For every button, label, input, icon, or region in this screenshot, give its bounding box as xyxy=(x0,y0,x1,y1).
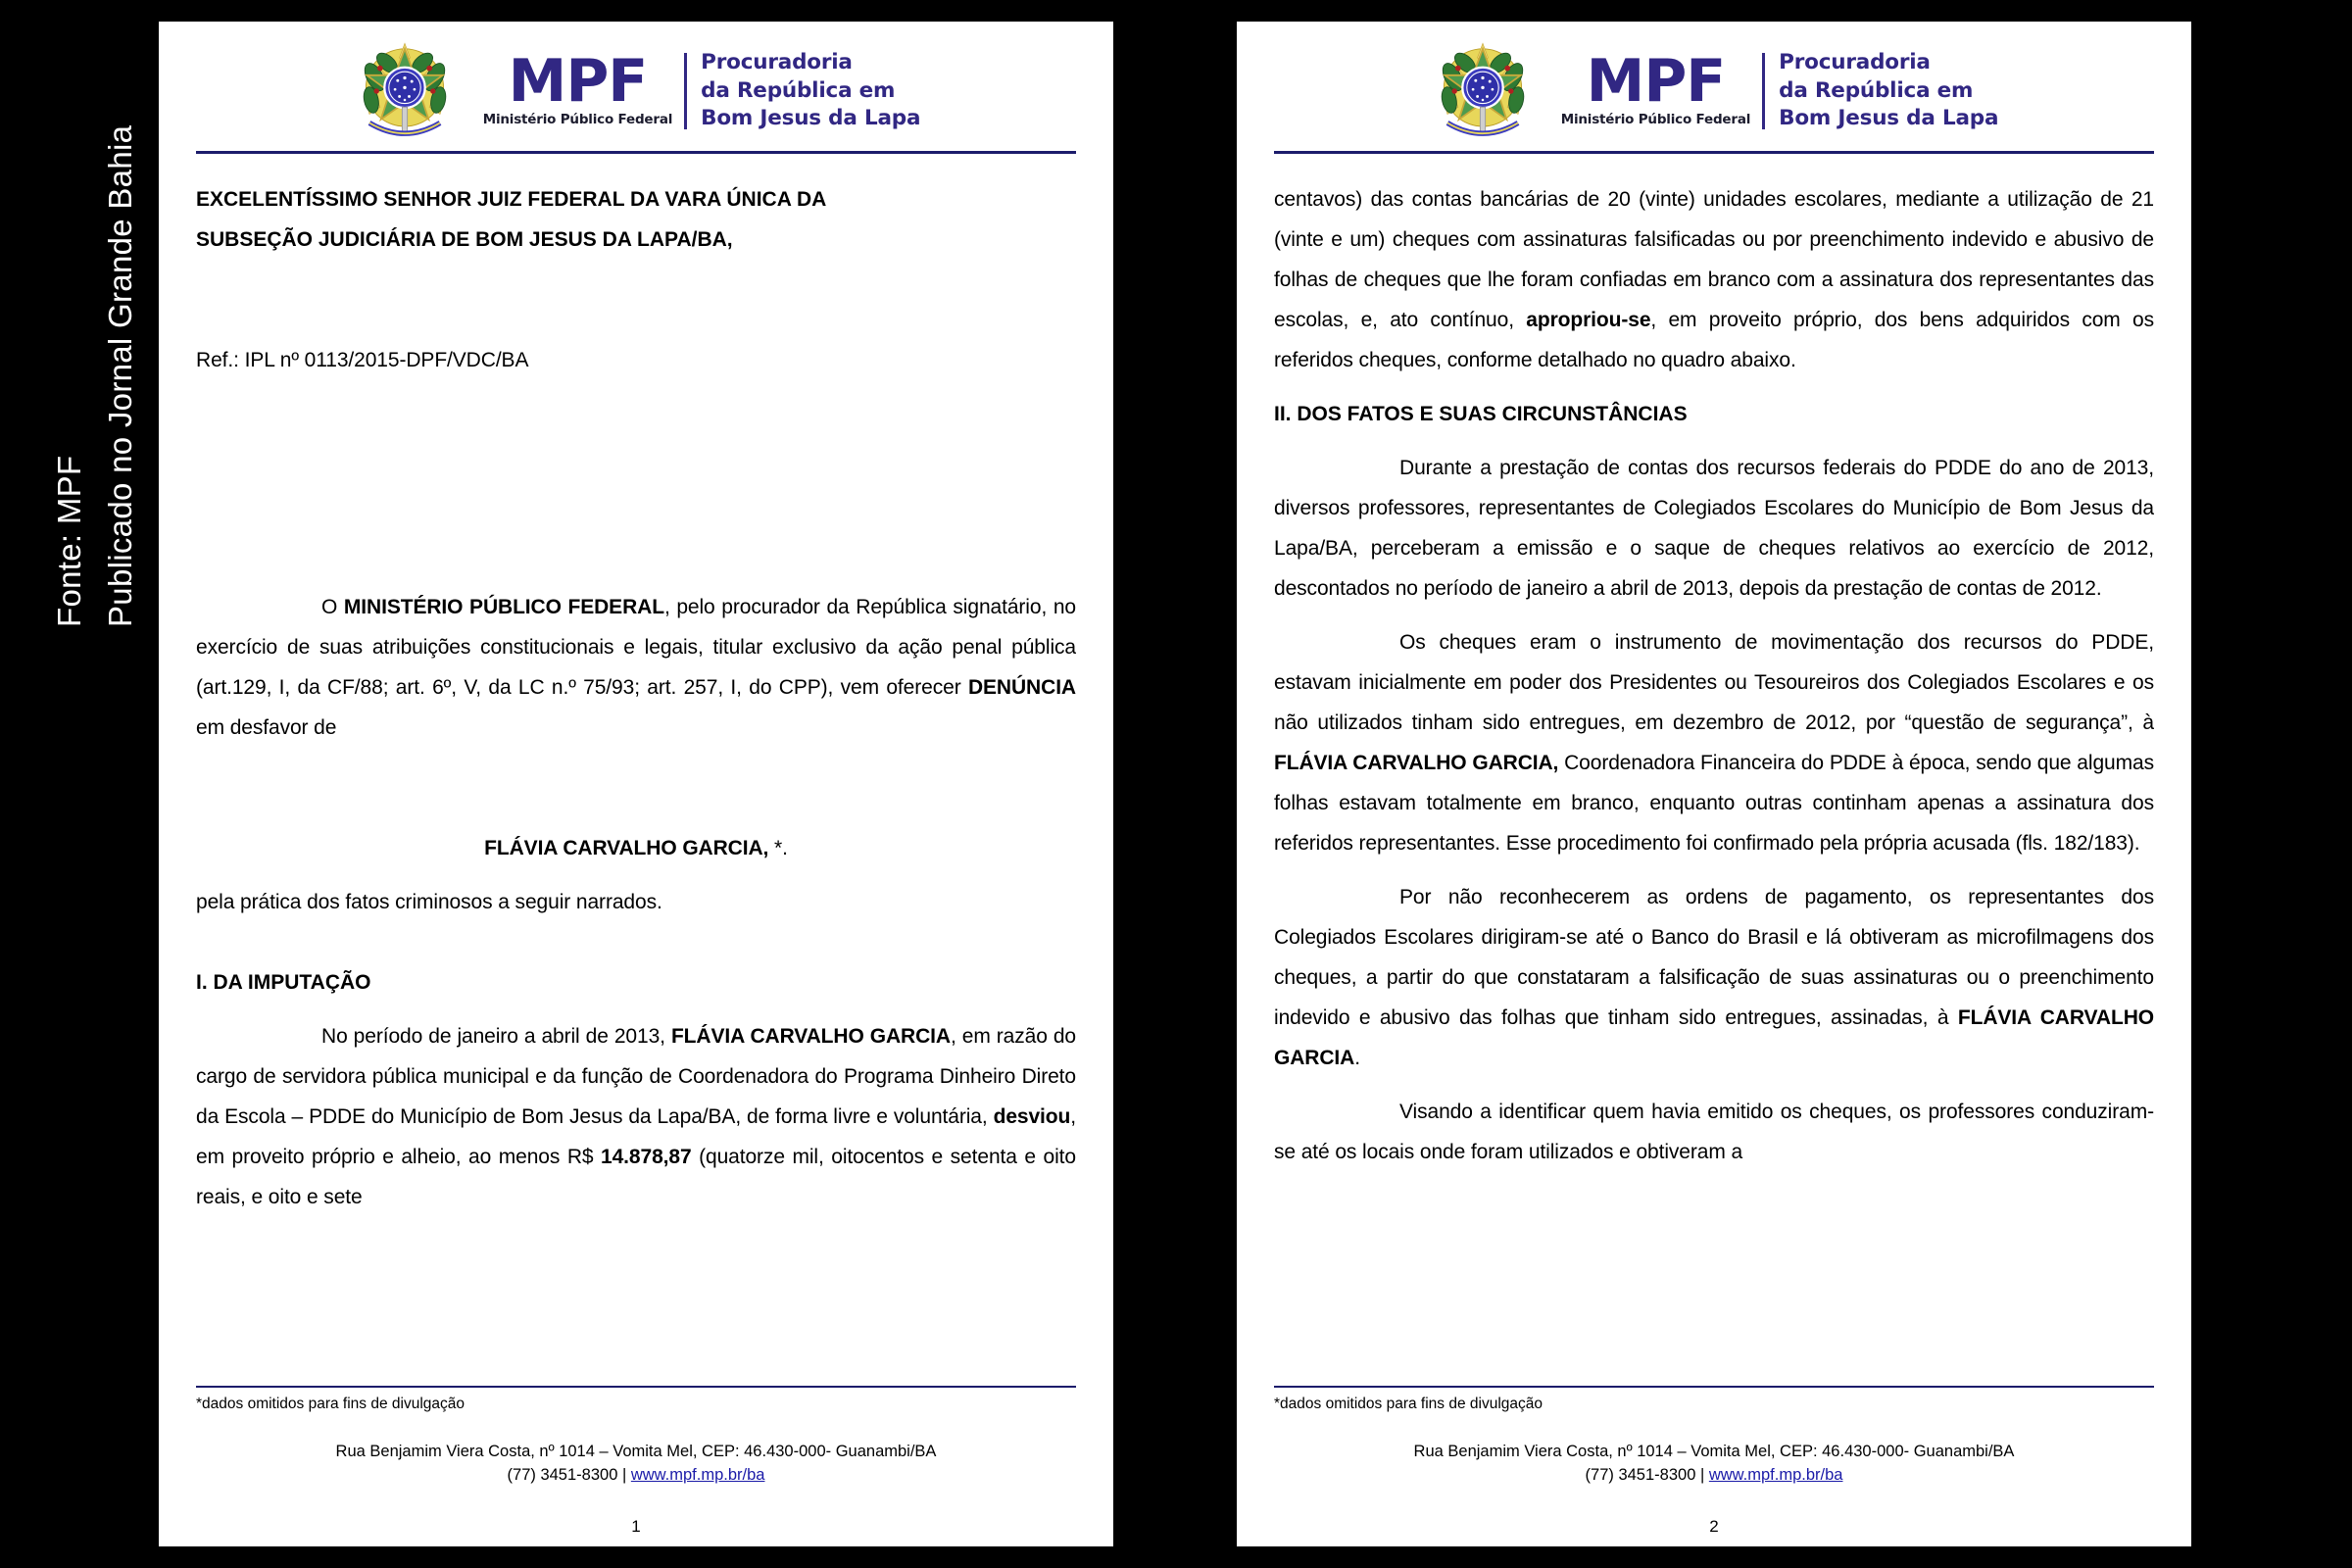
page-number: 1 xyxy=(631,1517,641,1536)
header-rule xyxy=(196,151,1076,154)
f3-text-c: . xyxy=(1354,1047,1360,1069)
spacer xyxy=(1274,1078,2154,1092)
logo-divider xyxy=(1762,53,1765,129)
omission-note: *dados omitidos para fins de divulgação xyxy=(1274,1396,1544,1413)
unit-name-block xyxy=(1779,49,1998,132)
cont-apropriou-bold: apropriou-se xyxy=(1526,309,1651,331)
document-page-2 xyxy=(1237,22,2191,1546)
footer-rule xyxy=(1274,1386,2154,1388)
footer-website-link[interactable]: www.mpf.mp.br/ba xyxy=(630,1466,765,1485)
mpf-acronym: MPF xyxy=(508,46,648,116)
paragraph-introduction xyxy=(196,587,1076,748)
intro-text-c: , pelo procurador da República signatário, no exercício de suas atribuições constitucionais e legais, titular exclusivo da ação penal pública (art.129, I, da CF/88; art. 6º, V, da LC n.º 75/93; art. 257, I, do CPP), vem oferecer xyxy=(196,596,1076,699)
page-header xyxy=(196,33,1076,151)
imput-text-a: No período de janeiro a abril de 2013, xyxy=(321,1025,671,1048)
f3-text-a: Por não reconhecerem as ordens de pagamento, os representantes dos Colegiados Escolares dirigiram-se até o Banco do Brasil e lá obtiveram as microfilmagens dos cheques, a partir do que constataram a falsificação de suas assinaturas ou o preenchimento indevido e abusivo das folhas que tinham sido entregues, assinadas, à xyxy=(1274,886,2154,1029)
imput-amount-bold: 14.878,87 xyxy=(601,1146,692,1168)
f2-text-a: Os cheques eram o instrumento de movimentação dos recursos do PDDE, estavam inicialmente em poder dos Presidentes ou Tesoureiros dos Colegiados Escolares e os não utilizados tinham sido entregues, em dezembro de 2012, por “questão de segurança”, à xyxy=(1274,631,2154,734)
spacer xyxy=(196,922,1076,962)
footer-separator: | xyxy=(617,1466,631,1485)
spacer xyxy=(1274,380,2154,394)
footer-address-line: Rua Benjamim Viera Costa, nº 1014 – Vomita Mel, CEP: 46.430-000- Guanambi/BA xyxy=(335,1443,937,1461)
spacer xyxy=(196,547,1076,587)
f3-name-bold: FLÁVIA CARVALHO GARCIA xyxy=(1274,1006,2154,1069)
omission-note: *dados omitidos para fins de divulgação xyxy=(196,1396,466,1413)
document-page-1 xyxy=(159,22,1113,1546)
paragraph-facts-2 xyxy=(1274,622,2154,863)
footer-phone: (77) 3451-8300 xyxy=(1585,1466,1696,1485)
f2-text-c: Coordenadora Financeira do PDDE à época, sendo que algumas folhas estavam totalmente em branco, enquanto outras continham apenas a assinatura dos referidos representantes. Esse procedimento foi confirmado pela própria acusada (fls. 182/183). xyxy=(1274,752,2154,855)
brasao-republica-icon xyxy=(1430,38,1536,144)
caption-source-line: Fonte: MPF xyxy=(51,455,87,627)
paragraph-facts-1: Durante a prestação de contas dos recursos federais do PDDE do ano de 2013, diversos professores, representantes de Colegiados Escolares do Município de Bom Jesus da Lapa/BA, perceberam a emissão e o saque de cheques relativos ao exercício de 2012, descontados no período de janeiro a abril de 2013, depois da prestação de contas de 2012. xyxy=(1274,457,2154,600)
unit-line-2: da República em xyxy=(701,77,896,103)
addressee-line-1: EXCELENTÍSSIMO SENHOR JUIZ FEDERAL DA VARA ÚNICA DA xyxy=(196,188,827,211)
mpf-logo-lockup xyxy=(1560,46,1999,132)
intro-mpf-bold: MINISTÉRIO PÚBLICO FEDERAL xyxy=(343,596,664,618)
source-caption-strip xyxy=(0,0,159,1568)
mpf-acronym-subtitle: Ministério Público Federal xyxy=(482,112,673,128)
intro-denuncia-bold: DENÚNCIA xyxy=(967,676,1076,699)
unit-line-3: Bom Jesus da Lapa xyxy=(1779,106,1999,131)
defendant-omission-mark: *. xyxy=(768,837,788,859)
spacer xyxy=(1274,434,2154,448)
defendant-line xyxy=(196,828,1076,868)
spacer xyxy=(1274,609,2154,622)
spacer xyxy=(196,868,1076,882)
section-i-title: I. DA IMPUTAÇÃO xyxy=(196,971,371,994)
page-1-footer xyxy=(196,1386,1076,1546)
imput-desviou-bold: desviou xyxy=(993,1105,1071,1128)
spacer xyxy=(196,748,1076,828)
caption-publication-line: Publicado no Jornal Grande Bahia xyxy=(102,124,138,627)
section-ii-title: II. DOS FATOS E SUAS CIRCUNSTÂNCIAS xyxy=(1274,403,1688,425)
paragraph-facts-4: Visando a identificar quem havia emitido os cheques, os professores conduziram-se até os locais onde foram utilizados e obtiveram a xyxy=(1274,1101,2154,1163)
spacer xyxy=(196,380,1076,547)
imput-text-g: (quatorze mil, oitocentos e setenta e oito reais, e oito e sete xyxy=(196,1146,1076,1208)
unit-line-2: da República em xyxy=(1779,77,1974,103)
mpf-acronym-subtitle: Ministério Público Federal xyxy=(1560,112,1751,128)
spacer xyxy=(196,1003,1076,1016)
footer-address xyxy=(196,1441,1076,1488)
f2-name-bold: FLÁVIA CARVALHO GARCIA, xyxy=(1274,752,1559,774)
page-number: 2 xyxy=(1709,1517,1719,1536)
unit-line-1: Procuradoria xyxy=(1779,50,1931,75)
unit-line-3: Bom Jesus da Lapa xyxy=(701,106,921,131)
imput-text-c: , em razão do cargo de servidora pública municipal e da função de Coordenadora do Programa Dinheiro Direto da Escola – PDDE do Município de Bom Jesus da Lapa/BA, de forma livre e voluntária, xyxy=(196,1025,1076,1128)
mpf-acronym-block xyxy=(482,46,684,128)
imput-name-bold: FLÁVIA CARVALHO GARCIA xyxy=(670,1025,951,1048)
spacer xyxy=(196,260,1076,340)
footer-separator: | xyxy=(1695,1466,1709,1485)
imput-text-e: , em proveito próprio e alheio, ao menos R$ xyxy=(196,1105,1076,1168)
case-reference: Ref.: IPL nº 0113/2015-DPF/VDC/BA xyxy=(196,349,529,371)
footer-website-link[interactable]: www.mpf.mp.br/ba xyxy=(1708,1466,1843,1485)
intro-text-a: O xyxy=(321,596,344,618)
logo-divider xyxy=(684,53,687,129)
unit-line-1: Procuradoria xyxy=(701,50,853,75)
header-rule xyxy=(1274,151,2154,154)
page-header xyxy=(1274,33,2154,151)
cont-text-c: , em proveito próprio, dos bens adquiridos com os referidos cheques, conforme detalhado no quadro abaixo. xyxy=(1274,309,2154,371)
defendant-name: FLÁVIA CARVALHO GARCIA, xyxy=(484,837,769,859)
page-2-footer xyxy=(1274,1386,2154,1546)
footer-address xyxy=(1274,1441,2154,1488)
unit-name-block xyxy=(701,49,920,132)
spacer xyxy=(1274,863,2154,877)
brasao-republica-icon xyxy=(352,38,458,144)
paragraph-practice: pela prática dos fatos criminosos a seguir narrados. xyxy=(196,891,662,913)
mpf-acronym: MPF xyxy=(1586,46,1726,116)
paragraph-imputation xyxy=(196,1016,1076,1217)
mpf-logo-lockup xyxy=(482,46,921,132)
footer-contact-line xyxy=(196,1464,1076,1488)
intro-text-e: em desfavor de xyxy=(196,716,337,739)
footer-contact-line xyxy=(1274,1464,2154,1488)
paragraph-facts-3 xyxy=(1274,877,2154,1078)
footer-address-line: Rua Benjamim Viera Costa, nº 1014 – Vomita Mel, CEP: 46.430-000- Guanambi/BA xyxy=(1413,1443,2015,1461)
page-2-body xyxy=(1274,179,2154,1386)
paragraph-continuation xyxy=(1274,179,2154,380)
footer-phone: (77) 3451-8300 xyxy=(507,1466,618,1485)
footer-rule xyxy=(196,1386,1076,1388)
mpf-acronym-block xyxy=(1560,46,1762,128)
page-1-body xyxy=(196,179,1076,1386)
cont-text-a: centavos) das contas bancárias de 20 (vinte) unidades escolares, mediante a utilização de 21 (vinte e um) cheques com assinaturas falsificadas ou por preenchimento indevido e abusivo de folhas de cheques que lhe foram confiadas em branco com a assinatura dos representantes das escolas, e, ato contínuo, xyxy=(1274,188,2154,331)
addressee-line-2: SUBSEÇÃO JUDICIÁRIA DE BOM JESUS DA LAPA/BA, xyxy=(196,228,733,251)
